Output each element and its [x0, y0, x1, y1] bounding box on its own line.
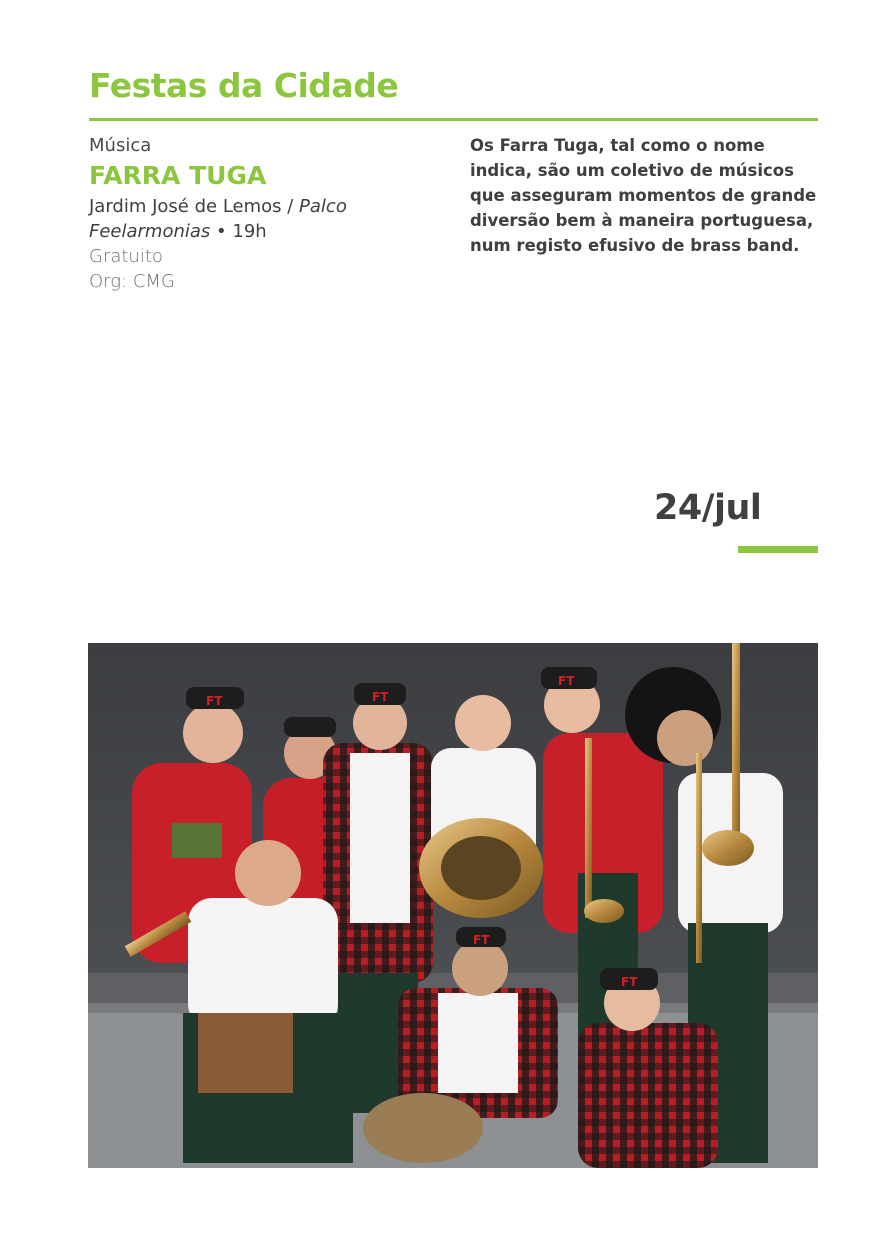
- cap-logo-text: FT: [621, 975, 638, 989]
- cap-logo-text: FT: [558, 674, 575, 688]
- cap-logo-text: FT: [473, 933, 490, 947]
- event-category: Música: [89, 135, 152, 156]
- cap-logo-text: FT: [206, 694, 223, 708]
- date-divider: [738, 546, 818, 553]
- band-photo: [88, 643, 818, 1168]
- event-organizer: Org: CMG: [89, 271, 175, 292]
- event-details: [89, 133, 429, 294]
- time-separator: •: [210, 221, 233, 242]
- event-description: Os Farra Tuga, tal como o nome indica, são um coletivo de músicos que asseguram momentos de grande diversão bem à maneira portuguesa, num registo efusivo de brass band.: [470, 136, 817, 255]
- section-title: Festas da Cidade: [89, 66, 399, 105]
- venue-stage: Palco Feelarmonias: [89, 196, 347, 242]
- event-venue: [89, 194, 429, 244]
- event-time: 19h: [232, 221, 267, 242]
- event-name: FARRA TUGA: [89, 161, 267, 190]
- cap-logo-text: FT: [372, 690, 389, 704]
- title-divider: [89, 118, 818, 121]
- event-price: Gratuito: [89, 246, 163, 267]
- venue-place: Jardim José de Lemos /: [89, 196, 300, 217]
- event-date: 24/jul: [654, 488, 762, 528]
